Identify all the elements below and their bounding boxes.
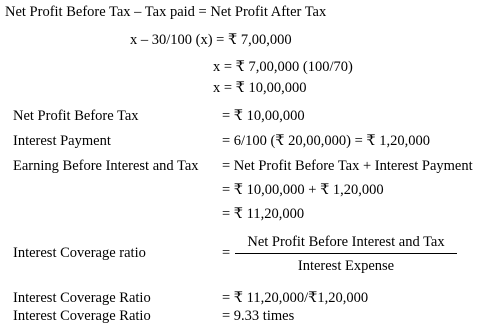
icr-label: Interest Coverage ratio [13, 245, 146, 261]
ebit-label: Earning Before Interest and Tax [13, 158, 199, 174]
ebit-value-2: = ₹ 10,00,000 + ₹ 1,20,000 [222, 182, 384, 198]
equation-line-1: Net Profit Before Tax – Tax paid = Net Profit After Tax [5, 4, 327, 20]
equation-line-2: x – 30/100 (x) = ₹ 7,00,000 [130, 32, 292, 48]
interest-payment-label: Interest Payment [13, 133, 111, 149]
ebit-value-3: = ₹ 11,20,000 [222, 206, 305, 222]
icr-fraction [235, 233, 457, 275]
npbt-label: Net Profit Before Tax [13, 108, 139, 124]
icr-numerator: Net Profit Before Interest and Tax [247, 234, 445, 250]
icr2-label: Interest Coverage Ratio [13, 290, 151, 306]
equation-line-4: x = ₹ 10,00,000 [213, 80, 307, 96]
icr-equals: = [222, 245, 231, 261]
equation-line-3: x = ₹ 7,00,000 (100/70) [213, 59, 353, 75]
interest-payment-value: = 6/100 (₹ 20,00,000) = ₹ 1,20,000 [222, 133, 430, 149]
icr-denominator: Interest Expense [297, 258, 395, 274]
ebit-value: = Net Profit Before Tax + Interest Payment [222, 158, 473, 174]
icr3-label: Interest Coverage Ratio [13, 308, 151, 324]
icr2-value: = ₹ 11,20,000/₹1,20,000 [222, 290, 369, 306]
icr3-value: = 9.33 times [222, 308, 295, 324]
npbt-value: = ₹ 10,00,000 [222, 108, 305, 124]
